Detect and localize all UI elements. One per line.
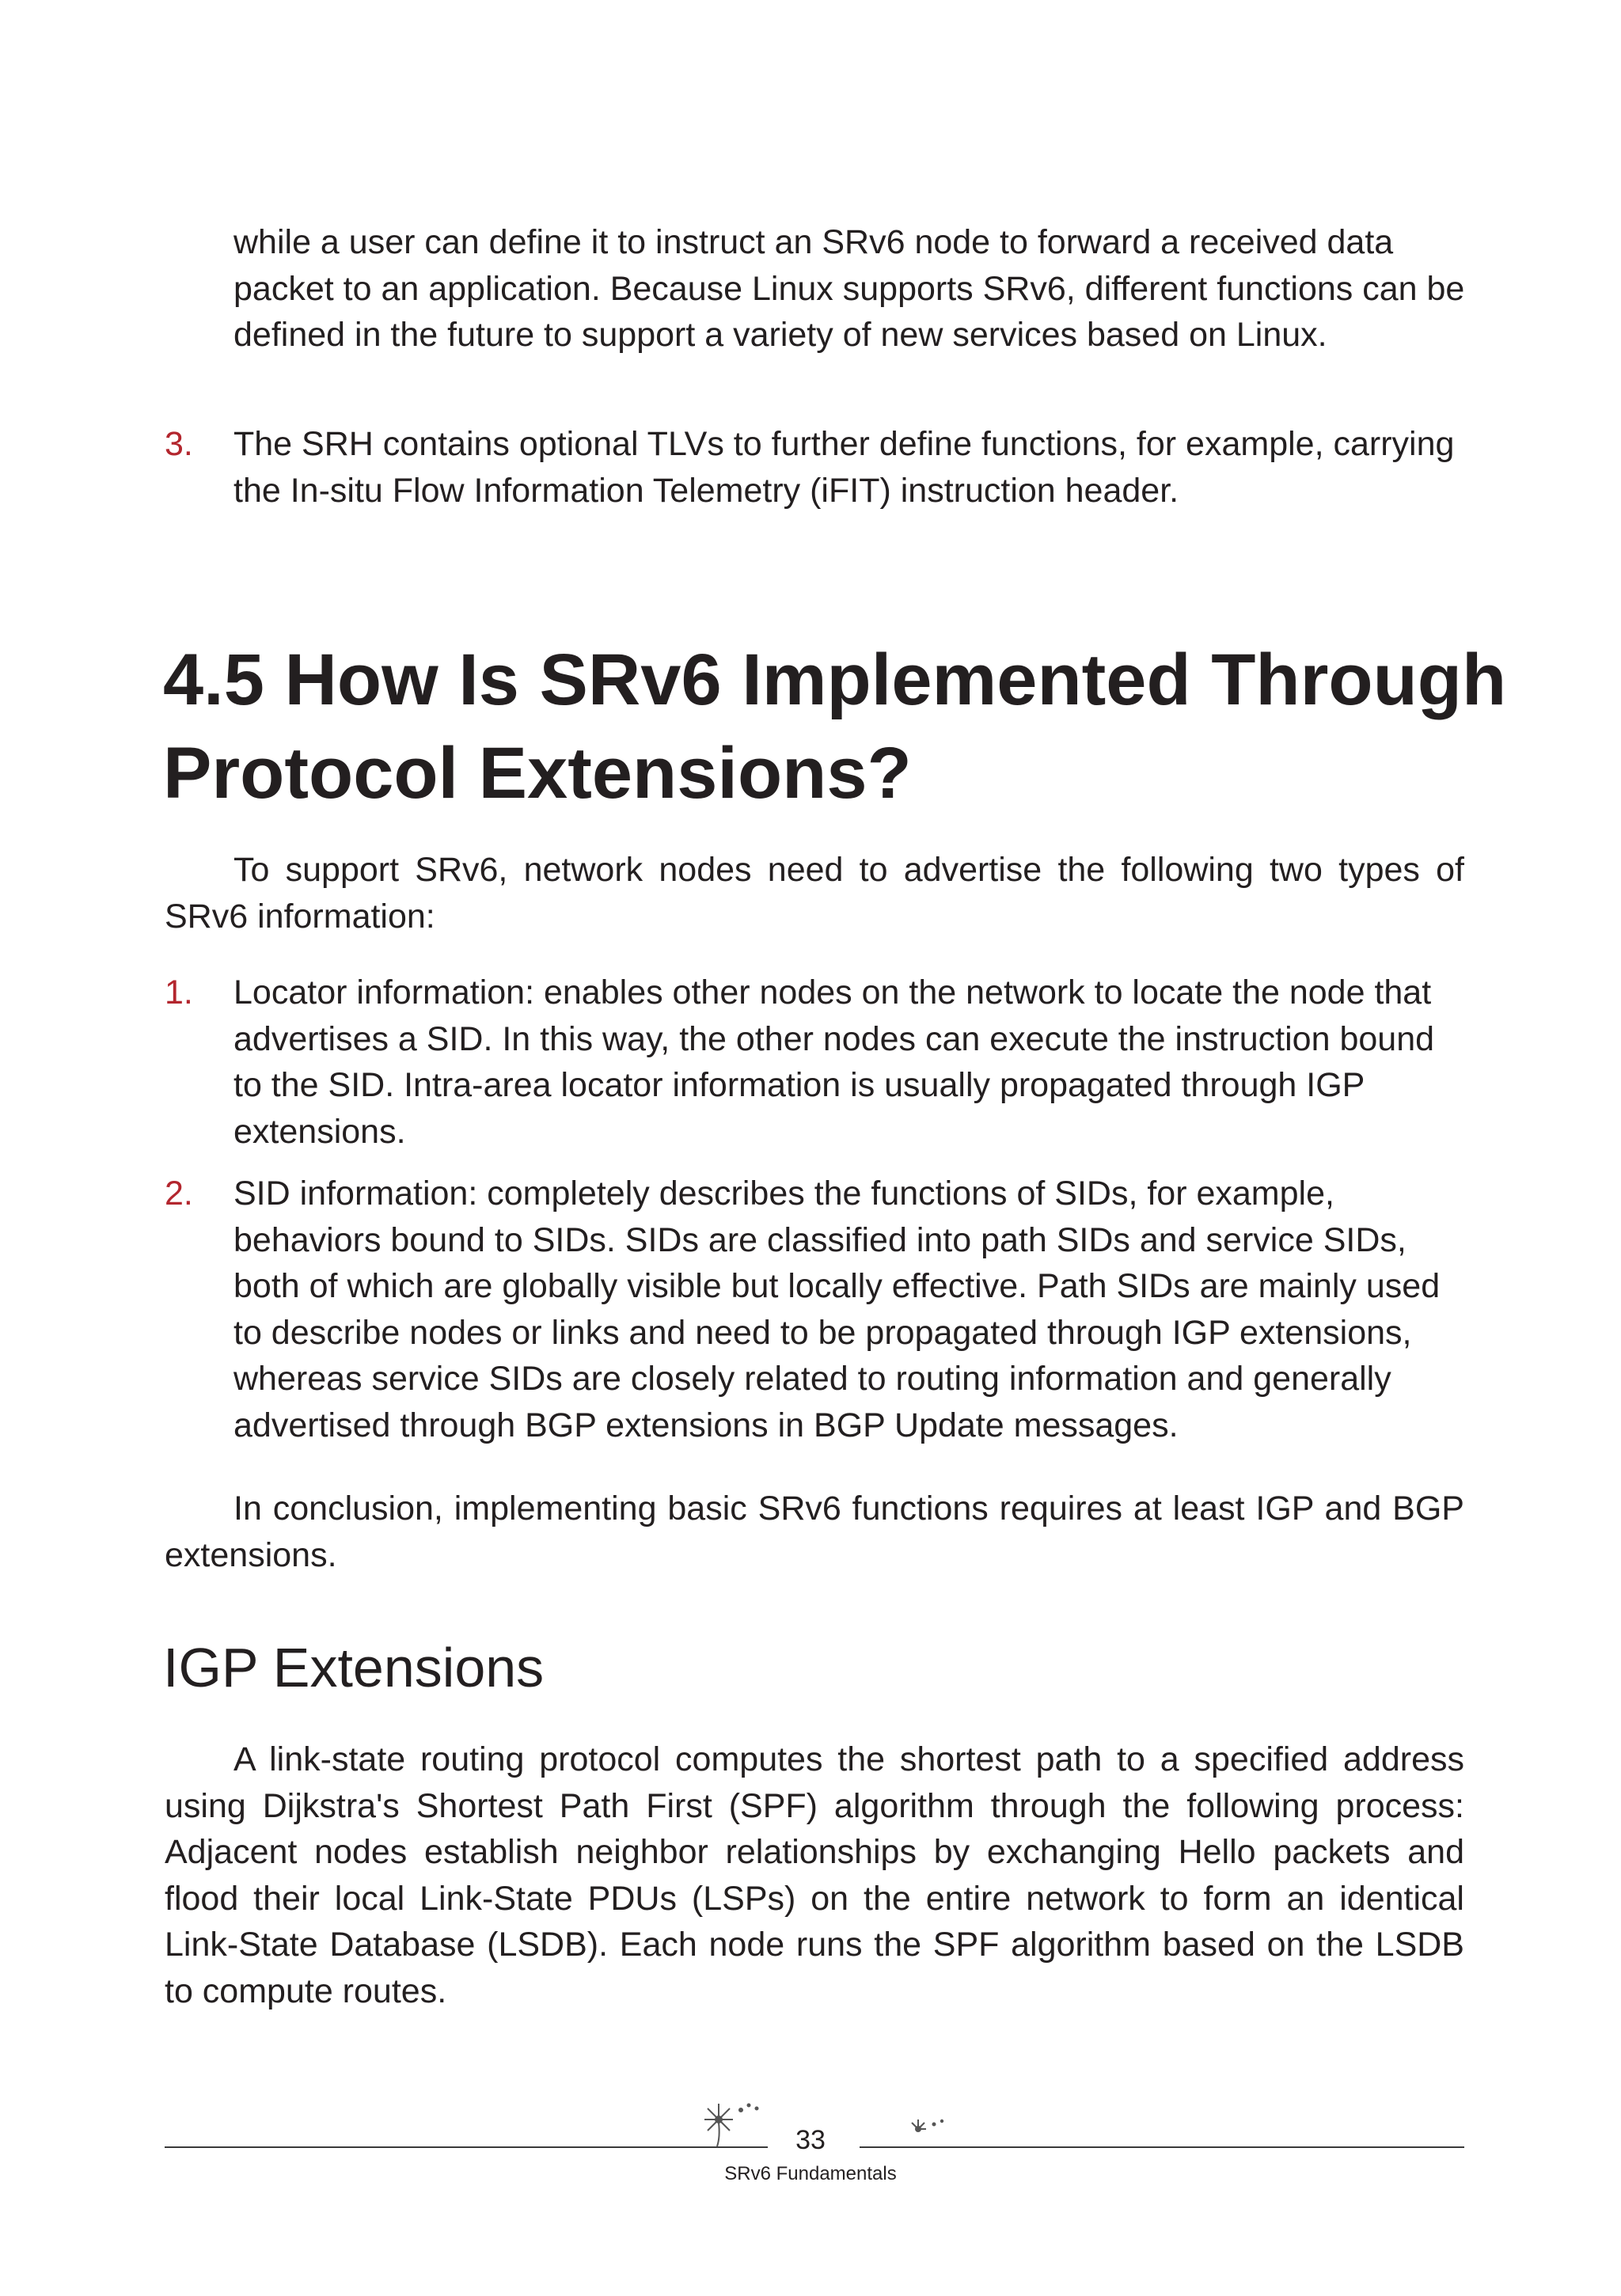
paragraph-text: In conclusion, implementing basic SRv6 functions requires at least IGP and BGP extensions. xyxy=(165,1490,1464,1574)
footer-rule-right xyxy=(860,2146,1464,2148)
dandelion-seed-icon xyxy=(909,2116,948,2140)
paragraph xyxy=(165,847,1464,939)
footer-book-title: SRv6 Fundamentals xyxy=(724,2163,897,2184)
paragraph xyxy=(165,1736,1464,2015)
list-item-text: The SRH contains optional TLVs to further define functions, for example, carrying the In-situ Flow Information Telemetry (iFIT) instruction header. xyxy=(233,425,1455,510)
section-heading: 4.5 How Is SRv6 Implemented Through Protocol Extensions? xyxy=(163,639,1507,814)
dandelion-icon xyxy=(700,2099,771,2150)
list-item-continuation: while a user can define it to instruct an SRv6 node to forward a received data packet to an application. Because Linux supports SRv6, different functions can be defined in the future to support a variety of new services based on Linux. xyxy=(233,223,1465,355)
paragraph-text: To support SRv6, network nodes need to advertise the following two types of SRv6 information: xyxy=(165,851,1464,935)
list-item-text: SID information: completely describes the functions of SIDs, for example, behaviors bound to SIDs. SIDs are classified into path SIDs and service SIDs, both of which are globally visible but locally effective. Path SIDs are mainly used to describe nodes or links and need to be propagated through IGP extensions, whereas service SIDs are closely related to routing information and generally advertised through BGP extensions in BGP Update messages. xyxy=(233,1175,1441,1444)
list-item-number: 3. xyxy=(165,425,193,463)
subsection-heading: IGP Extensions xyxy=(163,1637,545,1698)
paragraph xyxy=(165,1486,1464,1578)
list-item-number: 1. xyxy=(165,973,193,1011)
paragraph-text: A link-state routing protocol computes the shortest path to a specified address using Dijkstra's Shortest Path First (SPF) algorithm through the following process: Adjacent nodes establish neighbor relationships by exchanging Hello packets and flood their local Link-State PDUs (LSPs) on the entire network to form an identical Link-State Database (LSDB). Each node runs the SPF algorithm based on the LSDB to compute routes. xyxy=(165,1740,1464,2010)
list-item-text: Locator information: enables other nodes on the network to locate the node that advertises a SID. In this way, the other nodes can execute the instruction bound to the SID. Intra-area locator information is usually propagated through IGP extensions. xyxy=(233,973,1435,1151)
list-item-number: 2. xyxy=(165,1175,193,1213)
page-number: 33 xyxy=(795,2125,826,2155)
footer-rule-left xyxy=(165,2146,768,2148)
